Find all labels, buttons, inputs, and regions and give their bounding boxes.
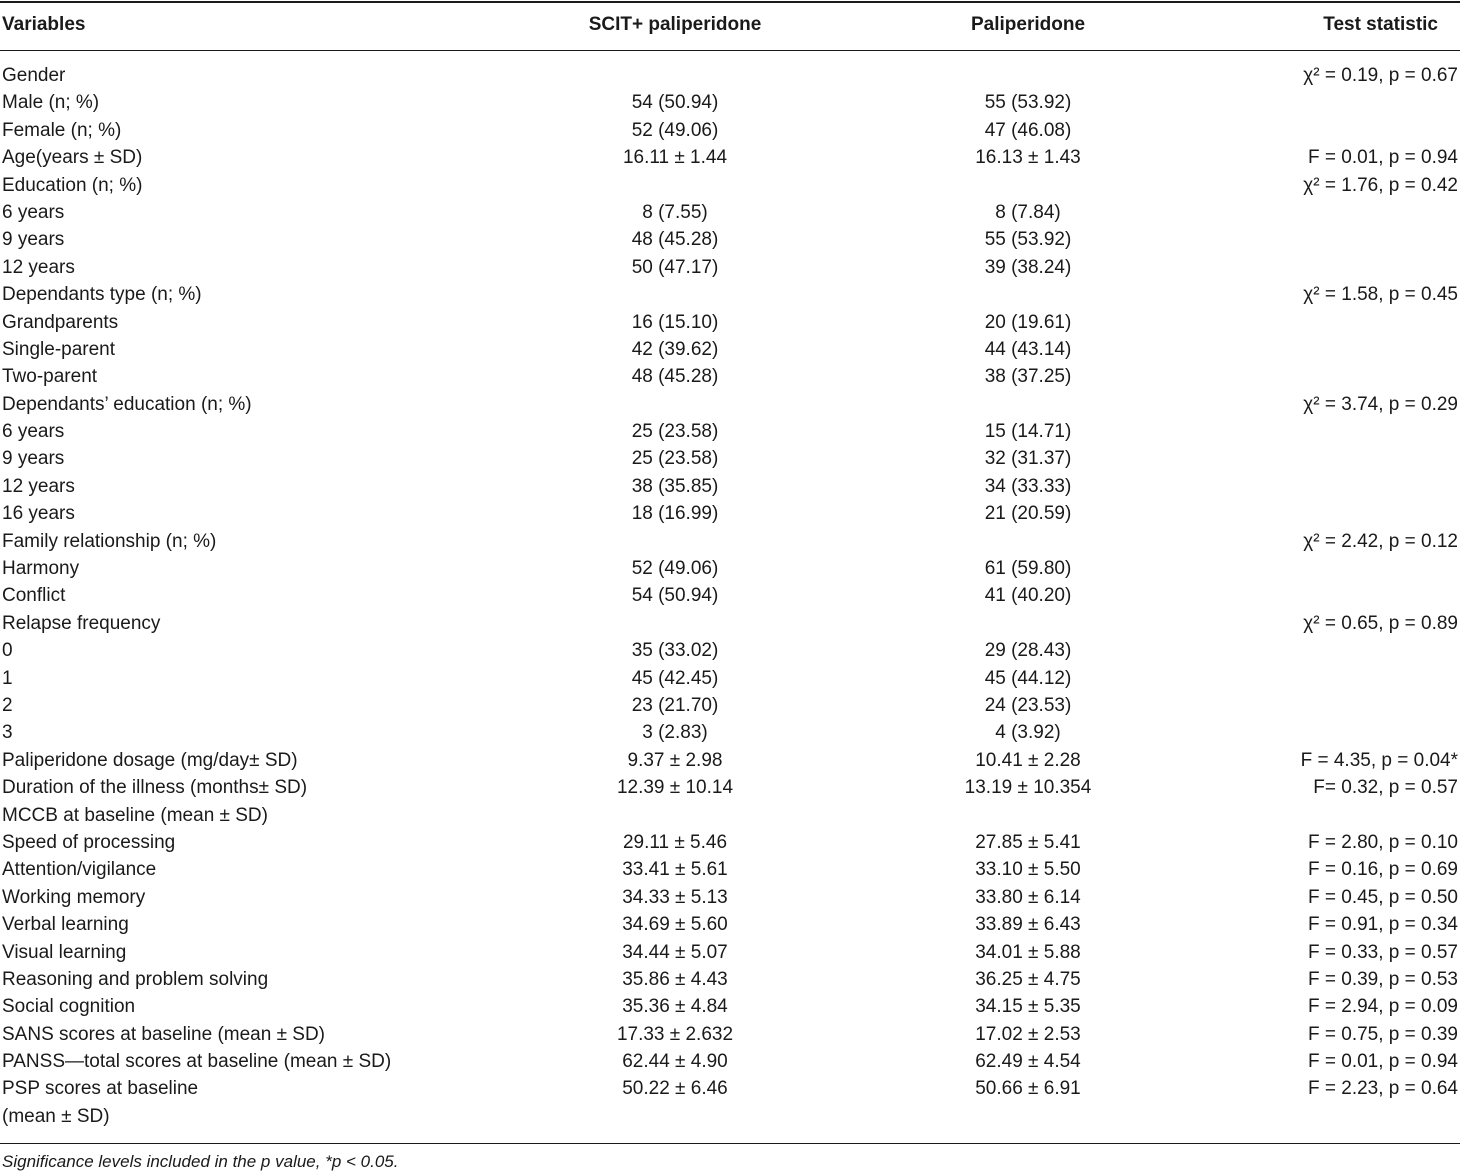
- cell-paliperidone: 34.01 ± 5.88: [975, 941, 1081, 963]
- table-row: [0, 172, 1460, 199]
- top-rule: [0, 1, 1460, 3]
- cell-scit-paliperidone: 54 (50.94): [631, 585, 719, 607]
- cell-scit-paliperidone: 62.44 ± 4.90: [622, 1051, 728, 1073]
- cell-variable: Age(years ± SD): [2, 147, 143, 169]
- cell-paliperidone: 47 (46.08): [984, 119, 1072, 141]
- header-paliperidone: Paliperidone: [970, 14, 1086, 35]
- cell-paliperidone: 61 (59.80): [984, 558, 1072, 580]
- cell-scit-paliperidone: 35 (33.02): [631, 640, 719, 662]
- header-test-statistic: Test statistic: [1323, 14, 1438, 35]
- cell-paliperidone: 27.85 ± 5.41: [975, 831, 1081, 853]
- cell-variable: 12 years: [2, 256, 75, 278]
- cell-scit-paliperidone: 34.69 ± 5.60: [622, 914, 728, 936]
- table-row: [0, 199, 1460, 226]
- table-row: [0, 610, 1460, 637]
- table-footnote: Significance levels included in the p value, *p < 0.05.: [2, 1152, 399, 1171]
- cell-test-statistic: F = 0.33, p = 0.57: [1308, 941, 1458, 963]
- table-row: [0, 555, 1460, 582]
- cell-scit-paliperidone: 50.22 ± 6.46: [622, 1078, 728, 1100]
- cell-variable-continued: (mean ± SD): [2, 1105, 110, 1127]
- header-scit-paliperidone: SCIT+ paliperidone: [588, 14, 762, 35]
- table-row: [0, 692, 1460, 719]
- cell-variable: 3: [2, 722, 13, 744]
- table-header: [0, 14, 1460, 44]
- cell-variable: Verbal learning: [2, 914, 129, 936]
- cell-variable: Two-parent: [2, 366, 98, 388]
- cell-scit-paliperidone: 35.36 ± 4.84: [622, 996, 728, 1018]
- cell-paliperidone: 39 (38.24): [984, 256, 1072, 278]
- cell-scit-paliperidone: 16.11 ± 1.44: [622, 147, 728, 169]
- table-row: [0, 418, 1460, 445]
- table-row: [0, 144, 1460, 171]
- cell-test-statistic: F= 0.32, p = 0.57: [1313, 777, 1458, 799]
- table-row: [0, 528, 1460, 555]
- table-row: [0, 336, 1460, 363]
- cell-test-statistic: χ² = 3.74, p = 0.29: [1303, 393, 1458, 415]
- table-row: [0, 747, 1460, 774]
- cell-paliperidone: 4 (3.92): [995, 722, 1061, 744]
- table-row: [0, 719, 1460, 746]
- table-row: [0, 281, 1460, 308]
- cell-variable: Reasoning and problem solving: [2, 968, 269, 990]
- cell-scit-paliperidone: 34.44 ± 5.07: [622, 941, 728, 963]
- table-row: [0, 665, 1460, 692]
- cell-scit-paliperidone: 8 (7.55): [642, 201, 708, 223]
- table-row: [0, 582, 1460, 609]
- cell-test-statistic: F = 0.01, p = 0.94: [1308, 1051, 1458, 1073]
- cell-variable: Gender: [2, 65, 66, 86]
- cell-test-statistic: F = 0.39, p = 0.53: [1308, 968, 1458, 990]
- cell-paliperidone: 24 (23.53): [984, 694, 1072, 716]
- cell-scit-paliperidone: 42 (39.62): [631, 338, 719, 360]
- cell-paliperidone: 20 (19.61): [984, 311, 1072, 333]
- cell-variable: Female (n; %): [2, 119, 122, 141]
- table-body: [0, 62, 1460, 1131]
- cell-paliperidone: 36.25 ± 4.75: [975, 968, 1081, 990]
- cell-variable: Family relationship (n; %): [2, 530, 217, 552]
- cell-paliperidone: 55 (53.92): [984, 92, 1072, 114]
- cell-paliperidone: 50.66 ± 6.91: [975, 1078, 1081, 1100]
- cell-variable: Attention/vigilance: [2, 859, 157, 881]
- cell-test-statistic: F = 0.75, p = 0.39: [1308, 1023, 1458, 1045]
- table-row: [0, 309, 1460, 336]
- cell-scit-paliperidone: 25 (23.58): [631, 448, 719, 470]
- cell-variable: Conflict: [2, 585, 66, 607]
- cell-paliperidone: 55 (53.92): [984, 229, 1072, 251]
- table-row: [0, 89, 1460, 116]
- cell-variable: 2: [2, 694, 13, 716]
- cell-scit-paliperidone: 52 (49.06): [631, 558, 719, 580]
- cell-scit-paliperidone: 38 (35.85): [631, 475, 719, 497]
- cell-variable: Education (n; %): [2, 174, 143, 196]
- table-row: [0, 473, 1460, 500]
- cell-paliperidone: 33.10 ± 5.50: [975, 859, 1081, 881]
- cell-scit-paliperidone: 12.39 ± 10.14: [616, 777, 734, 799]
- cell-variable: 9 years: [2, 448, 65, 470]
- table-row: [0, 1075, 1460, 1131]
- cell-scit-paliperidone: 25 (23.58): [631, 421, 719, 443]
- table-row: [0, 829, 1460, 856]
- table-row: [0, 391, 1460, 418]
- cell-variable: Single-parent: [2, 338, 116, 360]
- table-row: [0, 254, 1460, 281]
- cell-test-statistic: χ² = 1.76, p = 0.42: [1303, 174, 1458, 196]
- cell-scit-paliperidone: 23 (21.70): [631, 694, 719, 716]
- cell-paliperidone: 34 (33.33): [984, 475, 1072, 497]
- table-row: [0, 1021, 1460, 1048]
- cell-test-statistic: χ² = 0.65, p = 0.89: [1303, 612, 1458, 634]
- cell-scit-paliperidone: 34.33 ± 5.13: [622, 886, 728, 908]
- cell-test-statistic: F = 2.94, p = 0.09: [1308, 996, 1458, 1018]
- cell-variable: MCCB at baseline (mean ± SD): [2, 804, 268, 826]
- cell-scit-paliperidone: 50 (47.17): [631, 256, 719, 278]
- table-row: [0, 966, 1460, 993]
- table-row: [0, 117, 1460, 144]
- table-row: [0, 993, 1460, 1020]
- cell-scit-paliperidone: 52 (49.06): [631, 119, 719, 141]
- cell-scit-paliperidone: 17.33 ± 2.632: [616, 1023, 734, 1045]
- cell-variable: 1: [2, 667, 13, 689]
- cell-variable: Visual learning: [2, 941, 127, 963]
- cell-paliperidone: 41 (40.20): [984, 585, 1072, 607]
- table-row: [0, 363, 1460, 390]
- cell-test-statistic: F = 2.23, p = 0.64: [1308, 1078, 1458, 1100]
- table-row: [0, 774, 1460, 801]
- cell-scit-paliperidone: 18 (16.99): [631, 503, 719, 525]
- cell-paliperidone: 32 (31.37): [984, 448, 1072, 470]
- header-variables: Variables: [2, 14, 86, 35]
- table-row: [0, 500, 1460, 527]
- cell-paliperidone: 34.15 ± 5.35: [975, 996, 1081, 1018]
- cell-test-statistic: F = 2.80, p = 0.10: [1308, 831, 1458, 853]
- cell-test-statistic: χ² = 1.58, p = 0.45: [1303, 284, 1458, 306]
- cell-scit-paliperidone: 48 (45.28): [631, 366, 719, 388]
- table-row: [0, 939, 1460, 966]
- cell-test-statistic: χ² = 0.19, p = 0.67: [1303, 65, 1458, 86]
- bottom-rule: [0, 1143, 1460, 1144]
- cell-paliperidone: 16.13 ± 1.43: [975, 147, 1081, 169]
- cell-variable: Speed of processing: [2, 831, 176, 853]
- table-row: [0, 856, 1460, 883]
- table-row: [0, 1048, 1460, 1075]
- cell-scit-paliperidone: 16 (15.10): [631, 311, 719, 333]
- table-row: [0, 226, 1460, 253]
- table-row: [0, 911, 1460, 938]
- cell-variable: PSP scores at baseline: [2, 1078, 199, 1100]
- table-row: [0, 62, 1460, 89]
- cell-paliperidone: 62.49 ± 4.54: [975, 1051, 1081, 1073]
- cell-variable: 6 years: [2, 421, 65, 443]
- cell-variable: 16 years: [2, 503, 75, 525]
- cell-paliperidone: 33.80 ± 6.14: [975, 886, 1081, 908]
- table-row: [0, 445, 1460, 472]
- cell-variable: 0: [2, 640, 13, 662]
- cell-paliperidone: 8 (7.84): [995, 201, 1061, 223]
- cell-variable: Harmony: [2, 558, 80, 580]
- cell-variable: Relapse frequency: [2, 612, 161, 634]
- cell-paliperidone: 17.02 ± 2.53: [975, 1023, 1081, 1045]
- cell-scit-paliperidone: 33.41 ± 5.61: [622, 859, 728, 881]
- table-row: [0, 884, 1460, 911]
- cell-variable: 6 years: [2, 201, 65, 223]
- cell-variable: Dependants type (n; %): [2, 284, 202, 306]
- cell-variable: Paliperidone dosage (mg/day± SD): [2, 749, 298, 771]
- cell-scit-paliperidone: 29.11 ± 5.46: [622, 831, 728, 853]
- cell-scit-paliperidone: 45 (42.45): [631, 667, 719, 689]
- cell-variable: SANS scores at baseline (mean ± SD): [2, 1023, 325, 1045]
- cell-variable: Working memory: [2, 886, 146, 908]
- cell-variable: Grandparents: [2, 311, 119, 333]
- cell-test-statistic: χ² = 2.42, p = 0.12: [1303, 530, 1458, 552]
- cell-paliperidone: 21 (20.59): [984, 503, 1072, 525]
- table-row: [0, 802, 1460, 829]
- cell-paliperidone: 10.41 ± 2.28: [975, 749, 1081, 771]
- cell-scit-paliperidone: 9.37 ± 2.98: [627, 749, 723, 771]
- cell-paliperidone: 29 (28.43): [984, 640, 1072, 662]
- cell-test-statistic: F = 0.91, p = 0.34: [1308, 914, 1458, 936]
- cell-variable: Male (n; %): [2, 92, 100, 114]
- cell-paliperidone: 38 (37.25): [984, 366, 1072, 388]
- cell-variable: Duration of the illness (months± SD): [2, 777, 308, 799]
- cell-test-statistic: F = 0.01, p = 0.94: [1308, 147, 1458, 169]
- cell-paliperidone: 33.89 ± 6.43: [975, 914, 1081, 936]
- table-row: [0, 637, 1460, 664]
- cell-paliperidone: 45 (44.12): [984, 667, 1072, 689]
- cell-paliperidone: 44 (43.14): [984, 338, 1072, 360]
- cell-variable: 12 years: [2, 475, 75, 497]
- cell-test-statistic: F = 0.16, p = 0.69: [1308, 859, 1458, 881]
- cell-variable: PANSS—total scores at baseline (mean ± SD): [2, 1051, 392, 1073]
- cell-paliperidone: 15 (14.71): [984, 421, 1072, 443]
- cell-variable: 9 years: [2, 229, 65, 251]
- header-rule: [0, 50, 1460, 51]
- cell-variable: Dependants’ education (n; %): [2, 393, 252, 415]
- cell-scit-paliperidone: 3 (2.83): [642, 722, 708, 744]
- cell-scit-paliperidone: 54 (50.94): [631, 92, 719, 114]
- cell-scit-paliperidone: 35.86 ± 4.43: [622, 968, 728, 990]
- cell-test-statistic: F = 4.35, p = 0.04*: [1300, 749, 1458, 771]
- cell-scit-paliperidone: 48 (45.28): [631, 229, 719, 251]
- cell-paliperidone: 13.19 ± 10.354: [964, 777, 1092, 799]
- cell-variable: Social cognition: [2, 996, 136, 1018]
- cell-test-statistic: F = 0.45, p = 0.50: [1308, 886, 1458, 908]
